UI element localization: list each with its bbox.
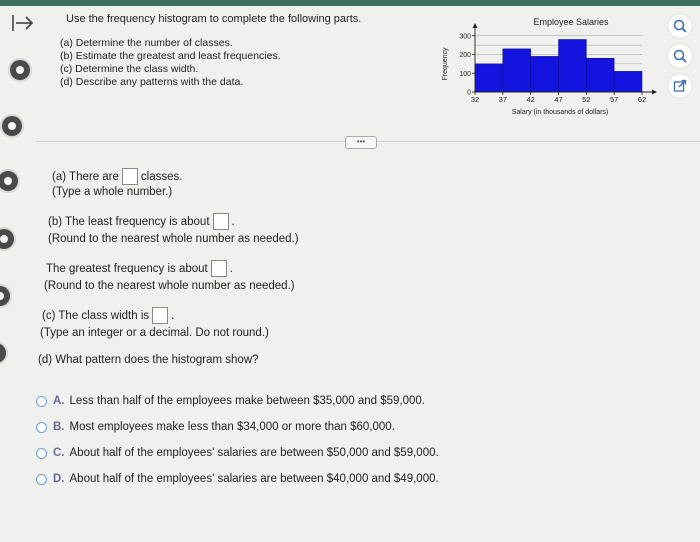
- x-tick-label: 32: [470, 95, 480, 104]
- side-step-dot[interactable]: [2, 116, 22, 136]
- answer-b-prefix: (b) The least frequency is about: [48, 215, 210, 228]
- option-a-radio[interactable]: [36, 396, 47, 407]
- x-tick-label: 57: [609, 95, 619, 104]
- answer-greatest-prefix: The greatest frequency is about: [46, 262, 208, 275]
- option-a-letter: A.: [53, 395, 65, 407]
- least-frequency-input[interactable]: [213, 213, 229, 230]
- answer-c: [42, 307, 174, 324]
- chart-ylabel: Frequency: [442, 47, 449, 81]
- side-step-dot[interactable]: [0, 286, 10, 306]
- answer-a: [52, 168, 182, 185]
- x-tick-label: 37: [498, 95, 508, 104]
- y-axis-arrow: [473, 23, 478, 28]
- option-d-radio[interactable]: [36, 474, 47, 485]
- option-b-letter: B.: [53, 421, 65, 433]
- zoom-out-button[interactable]: [668, 44, 692, 68]
- side-step-dot[interactable]: [10, 60, 30, 80]
- option-b-radio[interactable]: [36, 422, 47, 433]
- answer-a-hint: (Type a whole number.): [52, 186, 173, 198]
- class-width-input[interactable]: [152, 307, 168, 324]
- x-tick-label: 47: [554, 95, 563, 104]
- y-tick-label: 300: [459, 33, 471, 41]
- x-axis-arrow: [652, 90, 657, 95]
- zoom-out-icon: [672, 48, 688, 64]
- option-d[interactable]: [36, 473, 439, 485]
- y-tick-label: 100: [459, 70, 471, 78]
- y-tick-label: 0: [467, 89, 471, 97]
- option-b-text: Most employees make less than $34,000 or more than $60,000.: [69, 421, 395, 433]
- histogram-chart: [430, 12, 660, 122]
- option-d-letter: D.: [53, 473, 65, 485]
- question-part: (d) Describe any patterns with the data.: [60, 76, 244, 88]
- answer-d-question: (d) What pattern does the histogram show?: [38, 354, 259, 366]
- expand-arrow-icon[interactable]: [10, 12, 36, 34]
- answer-b: [48, 213, 235, 230]
- answer-greatest-suffix: .: [229, 262, 233, 275]
- option-c-text: About half of the employees' salaries are between $50,000 and $59,000.: [69, 447, 439, 459]
- open-window-button[interactable]: [668, 74, 692, 98]
- histogram-bar: [559, 40, 587, 93]
- histogram-bar: [475, 64, 503, 92]
- answer-b-suffix: .: [231, 215, 235, 228]
- side-step-dot[interactable]: [0, 229, 14, 249]
- option-c-letter: C.: [53, 447, 65, 459]
- external-link-icon: [673, 79, 687, 93]
- x-tick-label: 42: [526, 95, 535, 104]
- answer-c-suffix: .: [171, 309, 175, 322]
- chart-xlabel: Salary (in thousands of dollars): [511, 109, 609, 116]
- zoom-in-icon: [672, 18, 688, 34]
- classes-input[interactable]: [122, 168, 138, 185]
- question-parts: [60, 37, 281, 89]
- answer-greatest: [46, 260, 233, 277]
- y-tick-label: 200: [459, 52, 471, 59]
- question-part: (b) Estimate the greatest and least frequencies.: [60, 50, 281, 62]
- option-a[interactable]: [36, 395, 425, 407]
- histogram-bar: [503, 49, 531, 92]
- histogram-bar: [614, 71, 642, 92]
- histogram-bar: [586, 58, 614, 92]
- question-part: (c) Determine the class width.: [60, 63, 199, 75]
- answer-a-prefix: (a) There are: [52, 170, 119, 183]
- side-step-dot[interactable]: [0, 343, 6, 363]
- answer-b-hint: (Round to the nearest whole number as needed.): [48, 233, 299, 245]
- greatest-frequency-input[interactable]: [211, 260, 227, 277]
- answer-a-suffix: classes.: [140, 170, 183, 183]
- top-strip: [0, 0, 700, 6]
- answer-greatest-hint: (Round to the nearest whole number as needed.): [44, 280, 295, 292]
- zoom-in-button[interactable]: [668, 14, 692, 38]
- side-step-dot[interactable]: [0, 171, 18, 191]
- histogram-bar: [531, 56, 559, 92]
- question-title: Use the frequency histogram to complete the following parts.: [66, 13, 362, 25]
- chart-title: Employee Salaries: [533, 17, 609, 27]
- option-b[interactable]: [36, 421, 395, 433]
- option-c[interactable]: [36, 447, 439, 459]
- x-tick-label: 62: [637, 95, 647, 104]
- question-part: (a) Determine the number of classes.: [60, 37, 233, 49]
- option-a-text: Less than half of the employees make between $35,000 and $59,000.: [69, 395, 425, 407]
- x-tick-label: 52: [582, 95, 591, 104]
- answer-c-hint: (Type an integer or a decimal. Do not round.): [40, 327, 269, 339]
- option-c-radio[interactable]: [36, 448, 47, 459]
- answer-c-prefix: (c) The class width is: [42, 309, 150, 322]
- more-button[interactable]: •••: [345, 136, 377, 149]
- option-d-text: About half of the employees' salaries are between $40,000 and $49,000.: [69, 473, 439, 485]
